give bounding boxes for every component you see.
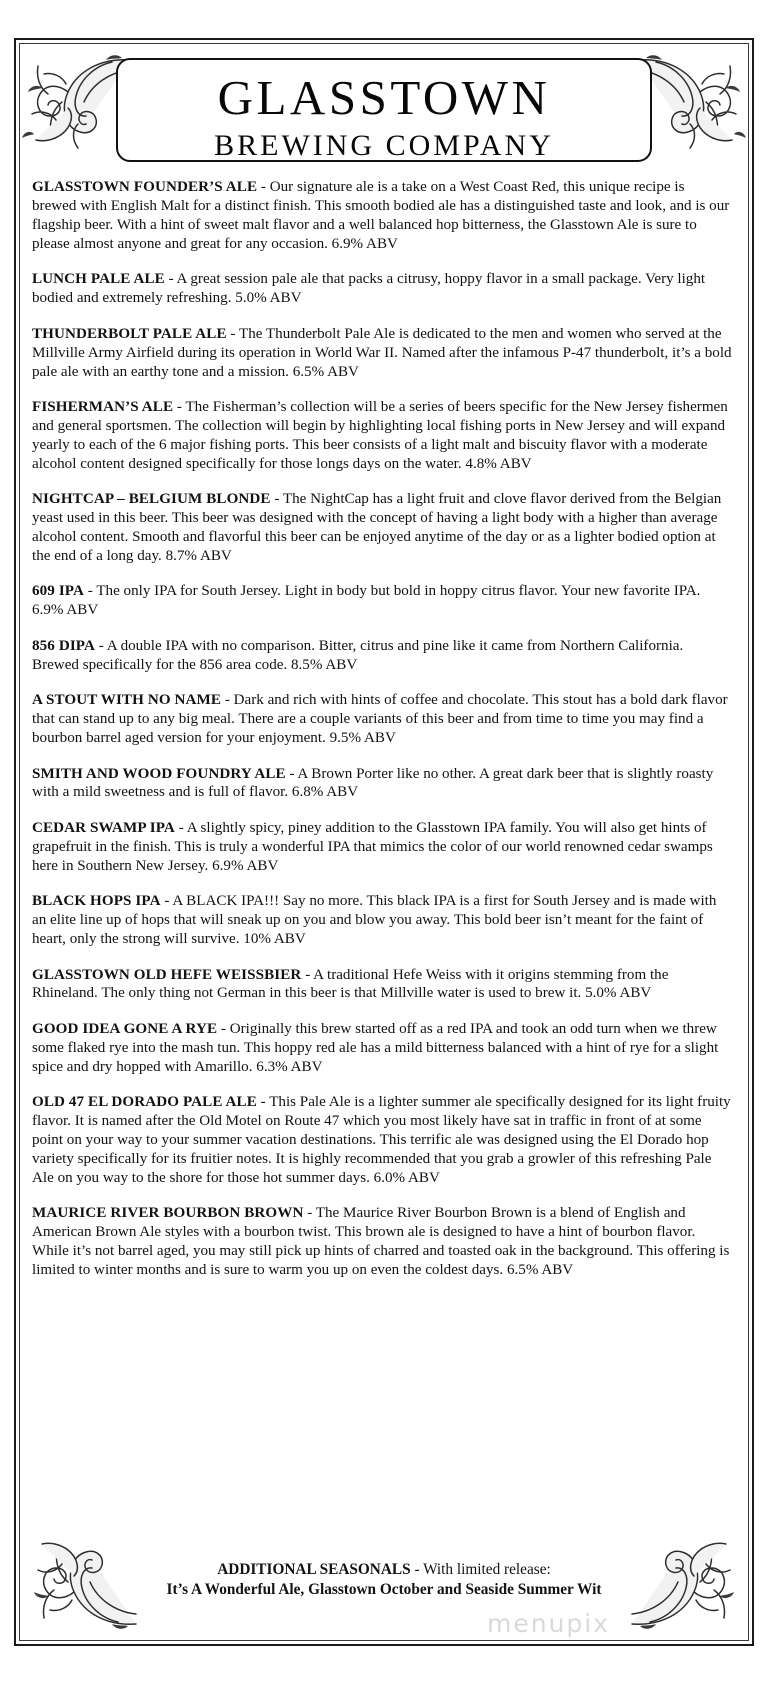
- beer-paragraph: [32, 691, 732, 748]
- beer-separator: -: [256, 1094, 270, 1111]
- seasonals-label: ADDITIONAL SEASONALS: [217, 1561, 411, 1578]
- beer-paragraph: [32, 966, 732, 1004]
- beer-separator: -: [221, 692, 234, 709]
- beer-description: Our signature ale is a take on a West Coast Red, this unique recipe is brewed with English Malt for a distinct finish. This smooth bodied ale has a distinguished taste and look, and is our flagship beer. With a hint of sweet malt flavor and a well balanced hop bitterness, the Glasstown Ale is sure to please almost anyone and great for any occasion. 6.9% ABV: [32, 179, 730, 252]
- beer-separator: -: [285, 765, 298, 782]
- beer-entry: [32, 819, 732, 876]
- beer-entry: [32, 966, 732, 1004]
- beer-paragraph: [32, 1020, 732, 1077]
- beer-separator: -: [257, 179, 270, 195]
- beer-description: The Fisherman’s collection will be a series of beers specific for the New Jersey fishermen and general sportsmen. The collection will begin by highlighting local fishing ports in New Jersey and will expand yearly to each of the 6 major fishing ports. This beer consists of a light malt and biscuity flavor with a moderate alcohol content designed specifically for those longs days on the water. 4.8% ABV: [32, 398, 728, 472]
- beer-name: MAURICE RIVER BOURBON BROWN: [32, 1205, 304, 1222]
- beer-description: The Maurice River Bourbon Brown is a blend of English and American Brown Ale styles with a bourbon twist. This brown ale is designed to have a hint of bourbon flavor. While it’s not barrel aged, you may still pick up hints of charred and toasted oak in the background. This offering is limited to winter months and is sure to warm you up on even the coldest days. 6.5% ABV: [32, 1205, 730, 1279]
- beer-description: The Thunderbolt Pale Ale is dedicated to the men and women who served at the Millville Army Airfield during its operation in World War II. Named after the infamous P-47 thunderbolt, it’s a bold pale ale with an earthy tone and a mission. 6.5% ABV: [32, 325, 732, 380]
- beer-name: GLASSTOWN OLD HEFE WEISSBIER: [32, 966, 302, 983]
- beer-separator: -: [173, 398, 186, 415]
- beer-separator: -: [226, 325, 239, 342]
- beer-paragraph: [32, 1093, 732, 1188]
- seasonals-heading: [0, 1560, 768, 1580]
- beer-description: A Brown Porter like no other. A great dark beer that is slightly roasty with a mild sweetness and is full of flavor. 6.8% ABV: [32, 765, 714, 801]
- beer-paragraph: [32, 1204, 732, 1280]
- beer-description: Originally this brew started off as a red IPA and took an odd turn when we threw some flaked rye into the mash tun. This hoppy red ale has a mild bitterness balanced with a hint of rye for a slight spice and dry hopped with Amarillo. 6.3% ABV: [32, 1020, 719, 1075]
- beer-entry: [32, 637, 732, 675]
- beer-entry: [32, 325, 732, 382]
- masthead: [0, 42, 768, 164]
- beer-separator: -: [174, 819, 187, 836]
- beer-name: CEDAR SWAMP IPA: [32, 819, 175, 836]
- beer-paragraph: [32, 819, 732, 876]
- beer-entry: [32, 892, 732, 949]
- beer-paragraph: [32, 582, 732, 620]
- beer-paragraph: [32, 892, 732, 949]
- beer-separator: -: [160, 893, 173, 910]
- seasonals-intro: - With limited release:: [410, 1561, 551, 1578]
- beer-separator: -: [95, 637, 107, 654]
- beer-list: [32, 178, 732, 1297]
- beer-entry: [32, 398, 732, 474]
- beer-name: GOOD IDEA GONE A RYE: [32, 1020, 218, 1037]
- beer-entry: [32, 1020, 732, 1077]
- beer-name: NIGHTCAP – BELGIUM BLONDE: [32, 491, 271, 508]
- beer-paragraph: [32, 637, 732, 675]
- beer-description: A BLACK IPA!!! Say no more. This black IPA is a first for South Jersey and is made with an elite line up of hops that will sneak up on you and blow you away. This bold beer isn’t meant for the faint of heart, only the strong will survive. 10% ABV: [32, 893, 717, 948]
- menupix-watermark: menupix: [487, 1609, 611, 1638]
- seasonals-list: It’s A Wonderful Ale, Glasstown October and Seaside Summer Wit: [166, 1580, 602, 1598]
- beer-name: OLD 47 EL DORADO PALE ALE: [32, 1094, 257, 1111]
- beer-entry: [32, 582, 732, 620]
- beer-name: THUNDERBOLT PALE ALE: [32, 325, 227, 342]
- beer-paragraph: [32, 398, 732, 474]
- beer-description: Dark and rich with hints of coffee and chocolate. This stout has a bold dark flavor that can stand up to any big meal. There are a couple variants of this beer and from time to time you may find a bourbon barrel aged version for your enjoyment. 9.5% ABV: [32, 692, 728, 747]
- beer-description: A slightly spicy, piney addition to the Glasstown IPA family. You will also get hints of grapefruit in the finish. This is truly a wonderful IPA that mimics the color of our world renowned cedar swamps here in Southern New Jersey. 6.9% ABV: [32, 819, 713, 874]
- beer-description: The only IPA for South Jersey. Light in body but bold in hoppy citrus flavor. Your new favorite IPA. 6.9% ABV: [32, 583, 701, 619]
- beer-entry: [32, 178, 732, 254]
- beer-separator: -: [301, 966, 314, 983]
- beer-paragraph: [32, 270, 732, 308]
- beer-description: A traditional Hefe Weiss with it origins stemming from the Rhineland. The only thing not German in this beer is that Millville water is used to brew it. 5.0% ABV: [32, 966, 669, 1002]
- beer-name: FISHERMAN’S ALE: [32, 398, 174, 415]
- seasonals-section: [0, 1560, 768, 1600]
- beer-entry: [32, 1093, 732, 1188]
- beer-name: 856 DIPA: [32, 637, 95, 654]
- beer-paragraph: [32, 765, 732, 803]
- beer-description: A great session pale ale that packs a citrusy, hoppy flavor in a small package. Very light bodied and extremely refreshing. 5.0% ABV: [32, 271, 706, 307]
- brand-name-secondary: BREWING COMPANY: [214, 129, 554, 162]
- beer-entry: [32, 765, 732, 803]
- beer-separator: -: [303, 1205, 316, 1222]
- beer-separator: -: [270, 491, 283, 508]
- beer-separator: -: [217, 1020, 230, 1037]
- beer-description: The NightCap has a light fruit and clove flavor derived from the Belgian yeast used in this beer. This beer was designed with the concept of having a light body with a higher than average alcohol content. Smooth and flavorful this beer can be enjoyed anytime of the day or as a lighter bodied option at the end of a long day. 8.7% ABV: [32, 491, 722, 564]
- beer-name: LUNCH PALE ALE: [32, 271, 165, 288]
- beer-entry: [32, 691, 732, 748]
- brand-name-primary: GLASSTOWN: [217, 70, 551, 125]
- beer-separator: -: [84, 583, 97, 600]
- beer-name: A STOUT WITH NO NAME: [32, 692, 222, 709]
- beer-name: 609 IPA: [32, 583, 84, 600]
- brand-plaque: [128, 58, 640, 162]
- beer-entry: [32, 270, 732, 308]
- beer-paragraph: [32, 325, 732, 382]
- beer-description: This Pale Ale is a lighter summer ale specifically designed for its light fruity flavor. It is named after the Old Motel on Route 47 which you most likely have sat in traffic in front of at some point on your way to your summer vacation destinations. This terrific ale was designed using the El Dorado hop variety specifically for its fruitier notes. It is highly recommended that you grab a growler of this refreshing Pale Ale on you way to the shore for those hot summer days. 6.0% ABV: [32, 1094, 731, 1186]
- beer-paragraph: [32, 490, 732, 566]
- beer-name: SMITH AND WOOD FOUNDRY ALE: [32, 765, 286, 782]
- beer-name: GLASSTOWN FOUNDER’S ALE: [32, 179, 258, 195]
- beer-paragraph: [32, 178, 732, 254]
- beer-description: A double IPA with no comparison. Bitter, citrus and pine like it came from Northern California. Brewed specifically for the 856 area code. 8.5% ABV: [32, 637, 684, 673]
- beer-name: BLACK HOPS IPA: [32, 893, 161, 910]
- beer-separator: -: [164, 271, 177, 288]
- beer-entry: [32, 1204, 732, 1280]
- beer-entry: [32, 490, 732, 566]
